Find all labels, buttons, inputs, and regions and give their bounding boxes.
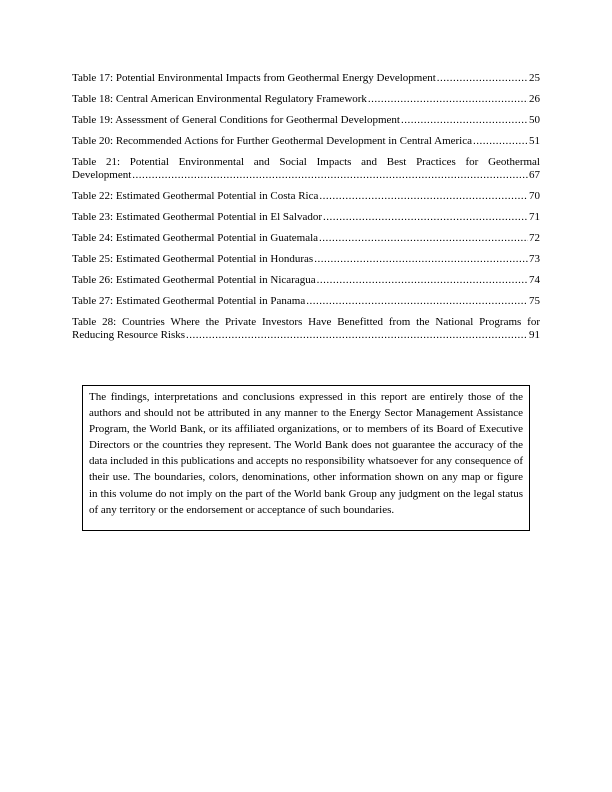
toc-entry-label: Table 24: Estimated Geothermal Potential in Guatemala — [72, 232, 319, 244]
toc-entry-table-24[interactable] — [72, 232, 540, 245]
toc-entry-page: 67 — [529, 169, 540, 181]
toc-dot-leader — [473, 135, 528, 148]
disclaimer-box — [82, 385, 530, 531]
toc-entry-table-19[interactable] — [72, 114, 540, 127]
toc-entry-table-17[interactable] — [72, 72, 540, 85]
toc-dot-leader — [401, 114, 528, 127]
toc-dot-leader — [323, 211, 528, 224]
toc-entry-label: Table 18: Central American Environmental Regulatory Framework — [72, 93, 367, 105]
toc-entry-page: 71 — [529, 211, 540, 223]
toc-entry-page: 26 — [529, 93, 540, 105]
toc-entry-page: 51 — [529, 135, 540, 147]
toc-dot-leader — [132, 169, 528, 182]
toc-dot-leader — [317, 274, 528, 287]
toc-entry-page: 91 — [529, 329, 540, 341]
toc-dot-leader — [368, 93, 528, 106]
toc-entry-page: 75 — [529, 295, 540, 307]
toc-entry-page: 50 — [529, 114, 540, 126]
toc-entry-table-23[interactable] — [72, 211, 540, 224]
disclaimer-text: The findings, interpretations and conclusions expressed in this report are entirely those of the authors and should not be attributed in any manner to the Energy Sector Management Assistance Program, the World Bank, or its affiliated organizations, or to members of its Board of Executive Directors or the countries they represent. The World Bank does not guarantee the accuracy of the data included in this publications and accepts no responsibility whatsoever for any consequence of their use. The boundaries, colors, denominations, other information shown on any map or figure in this volume do not imply on the part of the World bank Group any judgment on the legal status of any territory or the endorsement or acceptance of such boundaries. — [89, 391, 523, 516]
toc-entry-label: Table 19: Assessment of General Conditions for Geothermal Development — [72, 114, 400, 126]
toc-entry-label: Table 27: Estimated Geothermal Potential in Panama — [72, 295, 306, 307]
toc-entry-table-21[interactable] — [72, 156, 540, 182]
toc-dot-leader — [319, 190, 528, 203]
toc-entry-table-28[interactable] — [72, 316, 540, 342]
toc-entry-label-line2: Reducing Resource Risks — [72, 329, 186, 341]
toc-entry-page: 72 — [529, 232, 540, 244]
list-of-tables — [72, 72, 540, 350]
toc-dot-leader — [437, 72, 528, 85]
toc-entry-label-line1: Table 21: Potential Environmental and Social Impacts and Best Practices for Geothermal — [72, 156, 540, 168]
toc-entry-label-line2: Development — [72, 169, 132, 181]
toc-entry-table-20[interactable] — [72, 135, 540, 148]
toc-entry-label-line1: Table 28: Countries Where the Private Investors Have Benefitted from the National Programs for — [72, 316, 540, 328]
toc-entry-table-18[interactable] — [72, 93, 540, 106]
toc-entry-line2 — [72, 329, 540, 342]
toc-entry-label: Table 26: Estimated Geothermal Potential in Nicaragua — [72, 274, 316, 286]
toc-entry-table-22[interactable] — [72, 190, 540, 203]
toc-entry-table-25[interactable] — [72, 253, 540, 266]
toc-entry-label: Table 17: Potential Environmental Impacts from Geothermal Energy Development — [72, 72, 436, 84]
toc-dot-leader — [314, 253, 528, 266]
toc-dot-leader — [306, 295, 528, 308]
toc-entry-page: 73 — [529, 253, 540, 265]
toc-dot-leader — [319, 232, 528, 245]
toc-entry-page: 70 — [529, 190, 540, 202]
toc-entry-table-27[interactable] — [72, 295, 540, 308]
toc-entry-page: 74 — [529, 274, 540, 286]
toc-entry-label: Table 25: Estimated Geothermal Potential in Honduras — [72, 253, 314, 265]
toc-entry-label: Table 22: Estimated Geothermal Potential in Costa Rica — [72, 190, 319, 202]
toc-dot-leader — [186, 329, 528, 342]
toc-entry-label: Table 20: Recommended Actions for Further Geothermal Development in Central America — [72, 135, 473, 147]
toc-entry-label: Table 23: Estimated Geothermal Potential in El Salvador — [72, 211, 323, 223]
toc-entry-line2 — [72, 169, 540, 182]
toc-entry-table-26[interactable] — [72, 274, 540, 287]
toc-entry-page: 25 — [529, 72, 540, 84]
